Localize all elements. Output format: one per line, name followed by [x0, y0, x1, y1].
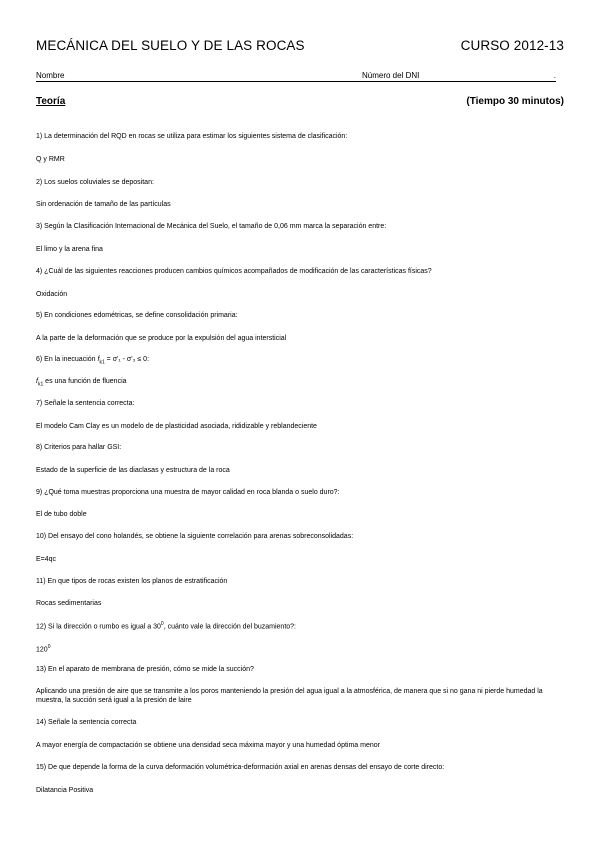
answer-4: Oxidación: [36, 291, 68, 298]
name-field[interactable]: [36, 70, 362, 82]
answer-5: A la parte de la deformación que se produce por la expulsión del agua intersticial: [36, 335, 287, 342]
answer-9: El de tubo doble: [36, 511, 87, 518]
answer-1: Q y RMR: [36, 156, 65, 163]
answer-2: Sin ordenación de tamaño de las partículas: [36, 201, 171, 208]
dni-end-mark: .: [553, 71, 556, 80]
question-6-subscript: k1: [99, 359, 105, 366]
question-6-suffix: = σ'₁ - σ'₃ ≤ 0:: [104, 356, 150, 363]
question-12-prefix: 12) Si la dirección o rumbo es igual a 30: [36, 623, 161, 631]
exam-header-area: [36, 38, 564, 110]
question-10: 10) Del ensayo del cono holandés, se obtiene la siguiente correlación para arenas sobreconsolidadas:: [36, 533, 354, 540]
question-3: 3) Según la Clasificación Internacional de Mecánica del Suelo, el tamaño de 0,06 mm marca la separación entre:: [36, 223, 387, 230]
answer-12-value: 120: [36, 646, 48, 654]
question-13: 13) En el aparato de membrana de presión, cómo se mide la succión?: [36, 666, 254, 673]
answer-10: E=4qc: [36, 556, 57, 563]
dni-label: Número del DNI: [362, 71, 420, 80]
question-12-suffix: , cuánto vale la dirección del buzamiento?:: [163, 623, 296, 631]
answer-12-degree: 0: [47, 644, 51, 650]
header: [36, 38, 564, 60]
answer-12: [36, 643, 566, 654]
answer-14: A mayor energía de compactación se obtiene una densidad seca máxima mayor y una humedad óptima menor: [36, 742, 380, 749]
question-7: 7) Señale la sentencia correcta:: [36, 400, 135, 407]
course-year: CURSO 2012-13: [460, 38, 564, 53]
dni-field[interactable]: [362, 70, 556, 82]
answer-15: Dilatancia Positiva: [36, 787, 94, 794]
answer-6-suffix: es una función de fluencia: [43, 378, 127, 385]
answer-7: El modelo Cam Clay es un modelo de de plasticidad asociada, rididizable y reblandeciente: [36, 423, 317, 430]
section-title: Teoría: [36, 96, 66, 107]
question-5: 5) En condiciones edométricas, se define consolidación primaria:: [36, 312, 238, 319]
answer-6: [36, 377, 566, 389]
answer-3: El limo y la arena fina: [36, 246, 103, 253]
question-6: [36, 355, 566, 367]
answer-6-subscript: k1: [37, 381, 44, 388]
answer-11: Rocas sedimentarias: [36, 600, 102, 607]
question-6-prefix: 6) En la inecuación: [36, 356, 98, 363]
question-2: 2) Los suelos coluviales se depositan:: [36, 179, 154, 186]
answer-6-function: f: [36, 378, 38, 385]
question-6-function: f: [97, 356, 100, 363]
question-8: 8) Criterios para hallar GSI:: [36, 444, 122, 451]
question-11: 11) En que tipos de rocas existen los planos de estratificación: [36, 578, 228, 585]
question-4: 4) ¿Cuál de las siguientes reacciones producen cambios químicos acompañados de modificación de las características físicas?: [36, 268, 432, 275]
question-15: 15) De que depende la forma de la curva deformación volumétrica-deformación axial en arenas densas del ensayo de corte directo:: [36, 764, 445, 771]
answer-13: Aplicando una presión de aire que se transmite a los poros manteniendo la presión del agua igual a la atmosférica, de manera que si no gana ni pierde humedad la muestra, la succión será igual a la presión de laire: [36, 688, 543, 704]
name-label: Nombre: [36, 71, 65, 80]
student-fields: [36, 70, 564, 82]
section-heading: [36, 96, 564, 110]
answer-8: Estado de la superficie de las diaclasas y estructura de la roca: [36, 467, 230, 474]
question-14: 14) Señale la sentencia correcta: [36, 719, 137, 726]
question-12: [36, 620, 566, 631]
question-1: 1) La determinación del RQD en rocas se utiliza para estimar los siguientes sistema de clasificación:: [36, 133, 348, 140]
section-time: (Tiempo 30 minutos): [466, 96, 564, 107]
question-12-degree: 0: [160, 621, 164, 627]
question-9: 9) ¿Qué toma muestras proporciona una muestra de mayor calidad en roca blanda o suelo duro?:: [36, 489, 340, 496]
exam-title: MECÁNICA DEL SUELO Y DE LAS ROCAS: [36, 38, 305, 53]
